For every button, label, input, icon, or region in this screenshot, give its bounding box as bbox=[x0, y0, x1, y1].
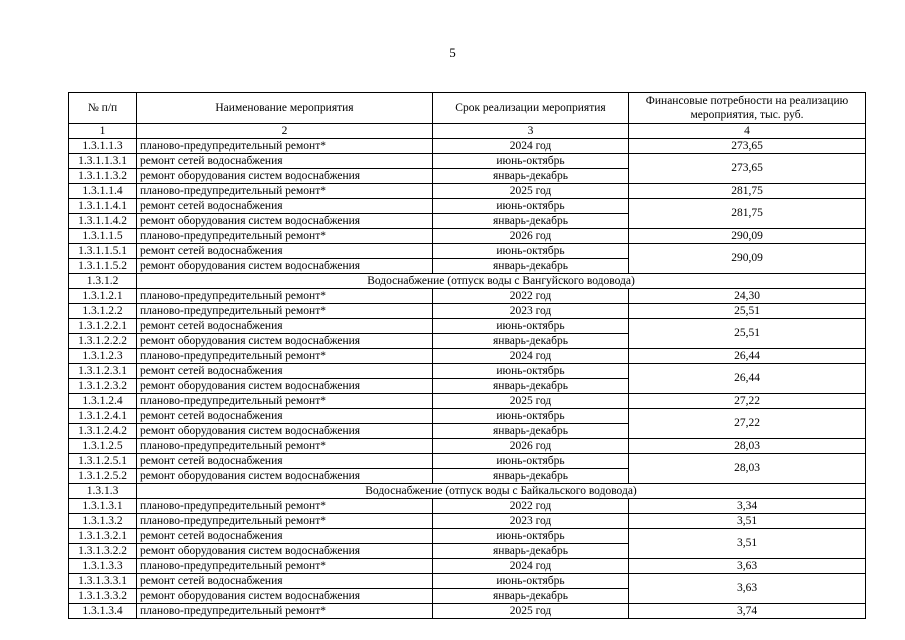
financing-value: 273,65 bbox=[629, 154, 866, 184]
row-number: 1.3.1.2.5 bbox=[69, 439, 137, 454]
table-row bbox=[69, 409, 866, 424]
implementation-term: 2023 год bbox=[433, 514, 629, 529]
table-row bbox=[69, 304, 866, 319]
row-number: 1.3.1.3.2.2 bbox=[69, 544, 137, 559]
section-title: Водоснабжение (отпуск воды с Вангуйского водовода) bbox=[137, 274, 866, 289]
column-number: 4 bbox=[629, 124, 866, 139]
table-row bbox=[69, 349, 866, 364]
section-row bbox=[69, 484, 866, 499]
row-number: 1.3.1.1.4 bbox=[69, 184, 137, 199]
measure-name: ремонт сетей водоснабжения bbox=[137, 409, 433, 424]
implementation-term: июнь-октябрь bbox=[433, 244, 629, 259]
financing-value: 24,30 bbox=[629, 289, 866, 304]
financing-value: 27,22 bbox=[629, 409, 866, 439]
measure-name: ремонт оборудования систем водоснабжения bbox=[137, 259, 433, 274]
measure-name: планово-предупредительный ремонт* bbox=[137, 439, 433, 454]
row-number: 1.3.1.2.1 bbox=[69, 289, 137, 304]
header-financing: Финансовые потребности на реализацию мероприятия, тыс. руб. bbox=[629, 93, 866, 124]
implementation-term: январь-декабрь bbox=[433, 589, 629, 604]
row-number: 1.3.1.1.3.1 bbox=[69, 154, 137, 169]
financing-value: 3,63 bbox=[629, 574, 866, 604]
table-row bbox=[69, 154, 866, 169]
row-number: 1.3.1.2.3.2 bbox=[69, 379, 137, 394]
row-number: 1.3.1.3 bbox=[69, 484, 137, 499]
financing-value: 28,03 bbox=[629, 439, 866, 454]
row-number: 1.3.1.3.4 bbox=[69, 604, 137, 619]
row-number: 1.3.1.1.5.2 bbox=[69, 259, 137, 274]
implementation-term: 2022 год bbox=[433, 499, 629, 514]
table-row bbox=[69, 574, 866, 589]
measure-name: ремонт сетей водоснабжения bbox=[137, 529, 433, 544]
column-number: 1 bbox=[69, 124, 137, 139]
measure-name: планово-предупредительный ремонт* bbox=[137, 514, 433, 529]
implementation-term: 2025 год bbox=[433, 604, 629, 619]
row-number: 1.3.1.1.4.2 bbox=[69, 214, 137, 229]
implementation-term: июнь-октябрь bbox=[433, 319, 629, 334]
table-row bbox=[69, 199, 866, 214]
measure-name: ремонт оборудования систем водоснабжения bbox=[137, 544, 433, 559]
table-row bbox=[69, 229, 866, 244]
row-number: 1.3.1.2 bbox=[69, 274, 137, 289]
financing-value: 27,22 bbox=[629, 394, 866, 409]
measure-name: ремонт сетей водоснабжения bbox=[137, 454, 433, 469]
row-number: 1.3.1.2.5.1 bbox=[69, 454, 137, 469]
column-number: 2 bbox=[137, 124, 433, 139]
implementation-term: январь-декабрь bbox=[433, 214, 629, 229]
table-row bbox=[69, 364, 866, 379]
measure-name: ремонт сетей водоснабжения bbox=[137, 319, 433, 334]
table-row bbox=[69, 319, 866, 334]
measure-name: ремонт оборудования систем водоснабжения bbox=[137, 214, 433, 229]
header-term: Срок реализации мероприятия bbox=[433, 93, 629, 124]
row-number: 1.3.1.1.3 bbox=[69, 139, 137, 154]
header-name: Наименование мероприятия bbox=[137, 93, 433, 124]
financing-value: 281,75 bbox=[629, 184, 866, 199]
financing-value: 290,09 bbox=[629, 229, 866, 244]
financing-value: 3,63 bbox=[629, 559, 866, 574]
implementation-term: январь-декабрь bbox=[433, 469, 629, 484]
row-number: 1.3.1.2.2.1 bbox=[69, 319, 137, 334]
measure-name: планово-предупредительный ремонт* bbox=[137, 559, 433, 574]
measure-name: ремонт оборудования систем водоснабжения bbox=[137, 334, 433, 349]
measure-name: планово-предупредительный ремонт* bbox=[137, 499, 433, 514]
implementation-term: июнь-октябрь bbox=[433, 199, 629, 214]
measure-name: ремонт сетей водоснабжения bbox=[137, 199, 433, 214]
table-header bbox=[69, 93, 866, 139]
column-number-row bbox=[69, 124, 866, 139]
implementation-term: 2023 год bbox=[433, 304, 629, 319]
implementation-term: 2026 год bbox=[433, 229, 629, 244]
measure-name: ремонт оборудования систем водоснабжения bbox=[137, 379, 433, 394]
implementation-term: январь-декабрь bbox=[433, 544, 629, 559]
table-row bbox=[69, 604, 866, 619]
measure-name: ремонт сетей водоснабжения bbox=[137, 574, 433, 589]
implementation-term: 2025 год bbox=[433, 184, 629, 199]
row-number: 1.3.1.1.3.2 bbox=[69, 169, 137, 184]
financing-value: 3,51 bbox=[629, 529, 866, 559]
financing-value: 25,51 bbox=[629, 304, 866, 319]
row-number: 1.3.1.3.2.1 bbox=[69, 529, 137, 544]
financing-value: 3,74 bbox=[629, 604, 866, 619]
measure-name: планово-предупредительный ремонт* bbox=[137, 229, 433, 244]
measure-name: ремонт оборудования систем водоснабжения bbox=[137, 169, 433, 184]
table-row bbox=[69, 559, 866, 574]
row-number: 1.3.1.3.3.1 bbox=[69, 574, 137, 589]
row-number: 1.3.1.2.2.2 bbox=[69, 334, 137, 349]
implementation-term: июнь-октябрь bbox=[433, 154, 629, 169]
implementation-term: июнь-октябрь bbox=[433, 529, 629, 544]
table-row bbox=[69, 439, 866, 454]
measure-name: планово-предупредительный ремонт* bbox=[137, 304, 433, 319]
row-number: 1.3.1.3.3 bbox=[69, 559, 137, 574]
implementation-term: 2024 год bbox=[433, 559, 629, 574]
measure-name: ремонт сетей водоснабжения bbox=[137, 154, 433, 169]
measure-name: ремонт сетей водоснабжения bbox=[137, 364, 433, 379]
implementation-term: январь-декабрь bbox=[433, 334, 629, 349]
table-row bbox=[69, 139, 866, 154]
implementation-term: январь-декабрь bbox=[433, 424, 629, 439]
row-number: 1.3.1.1.5 bbox=[69, 229, 137, 244]
measure-name: планово-предупредительный ремонт* bbox=[137, 289, 433, 304]
implementation-term: июнь-октябрь bbox=[433, 574, 629, 589]
implementation-term: январь-декабрь bbox=[433, 379, 629, 394]
implementation-term: июнь-октябрь bbox=[433, 409, 629, 424]
table-body bbox=[69, 139, 866, 619]
measure-name: планово-предупредительный ремонт* bbox=[137, 349, 433, 364]
measure-name: планово-предупредительный ремонт* bbox=[137, 139, 433, 154]
implementation-term: 2024 год bbox=[433, 139, 629, 154]
measure-name: планово-предупредительный ремонт* bbox=[137, 394, 433, 409]
measure-name: планово-предупредительный ремонт* bbox=[137, 184, 433, 199]
measure-name: ремонт оборудования систем водоснабжения bbox=[137, 589, 433, 604]
row-number: 1.3.1.1.4.1 bbox=[69, 199, 137, 214]
financing-value: 26,44 bbox=[629, 349, 866, 364]
financing-value: 28,03 bbox=[629, 454, 866, 484]
financing-value: 273,65 bbox=[629, 139, 866, 154]
table-row bbox=[69, 394, 866, 409]
financing-value: 3,34 bbox=[629, 499, 866, 514]
row-number: 1.3.1.3.3.2 bbox=[69, 589, 137, 604]
measure-name: ремонт оборудования систем водоснабжения bbox=[137, 424, 433, 439]
page-number: 5 bbox=[449, 45, 456, 60]
row-number: 1.3.1.1.5.1 bbox=[69, 244, 137, 259]
implementation-term: 2022 год bbox=[433, 289, 629, 304]
table-row bbox=[69, 289, 866, 304]
implementation-term: январь-декабрь bbox=[433, 259, 629, 274]
implementation-term: январь-декабрь bbox=[433, 169, 629, 184]
table-row bbox=[69, 499, 866, 514]
column-number: 3 bbox=[433, 124, 629, 139]
row-number: 1.3.1.2.4.2 bbox=[69, 424, 137, 439]
row-number: 1.3.1.2.2 bbox=[69, 304, 137, 319]
table-row bbox=[69, 244, 866, 259]
financing-value: 25,51 bbox=[629, 319, 866, 349]
implementation-term: июнь-октябрь bbox=[433, 364, 629, 379]
measure-name: ремонт сетей водоснабжения bbox=[137, 244, 433, 259]
financing-value: 3,51 bbox=[629, 514, 866, 529]
table-row bbox=[69, 454, 866, 469]
section-row bbox=[69, 274, 866, 289]
implementation-term: 2025 год bbox=[433, 394, 629, 409]
implementation-term: 2026 год bbox=[433, 439, 629, 454]
financing-value: 26,44 bbox=[629, 364, 866, 394]
row-number: 1.3.1.2.4.1 bbox=[69, 409, 137, 424]
section-title: Водоснабжение (отпуск воды с Байкальского водовода) bbox=[137, 484, 866, 499]
row-number: 1.3.1.3.1 bbox=[69, 499, 137, 514]
header-row bbox=[69, 93, 866, 124]
table-row bbox=[69, 529, 866, 544]
implementation-term: 2024 год bbox=[433, 349, 629, 364]
measures-table bbox=[68, 92, 866, 619]
table-row bbox=[69, 184, 866, 199]
row-number: 1.3.1.2.5.2 bbox=[69, 469, 137, 484]
row-number: 1.3.1.3.2 bbox=[69, 514, 137, 529]
financing-value: 290,09 bbox=[629, 244, 866, 274]
header-number: № п/п bbox=[69, 93, 137, 124]
measure-name: планово-предупредительный ремонт* bbox=[137, 604, 433, 619]
row-number: 1.3.1.2.3.1 bbox=[69, 364, 137, 379]
row-number: 1.3.1.2.4 bbox=[69, 394, 137, 409]
row-number: 1.3.1.2.3 bbox=[69, 349, 137, 364]
financing-value: 281,75 bbox=[629, 199, 866, 229]
implementation-term: июнь-октябрь bbox=[433, 454, 629, 469]
table-row bbox=[69, 514, 866, 529]
measure-name: ремонт оборудования систем водоснабжения bbox=[137, 469, 433, 484]
